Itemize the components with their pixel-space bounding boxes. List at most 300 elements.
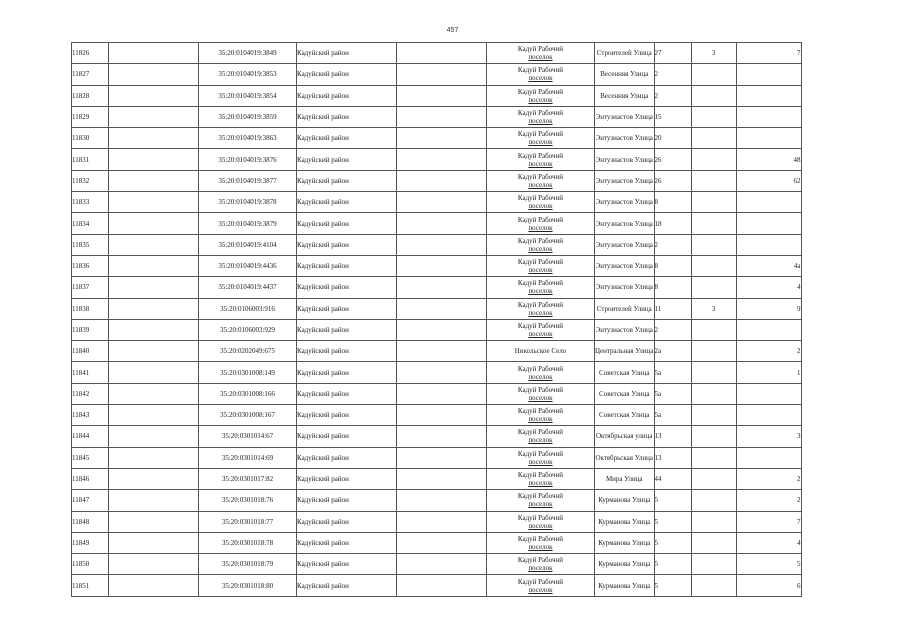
record-number-cell: 11838 xyxy=(72,298,109,319)
blank-cell xyxy=(397,362,487,383)
locality-name: Кадуй Рабочий xyxy=(517,492,564,501)
blank-cell xyxy=(397,383,487,404)
record-number-cell: 11843 xyxy=(72,405,109,426)
table-row xyxy=(72,128,802,149)
table-row xyxy=(72,405,802,426)
locality-type: поселок xyxy=(528,117,553,126)
street-cell: Советская Улица xyxy=(595,362,655,383)
district-cell: Кадуйский район xyxy=(297,85,397,106)
locality-cell xyxy=(487,575,595,596)
locality-name: Кадуй Рабочий xyxy=(517,449,564,458)
blank-cell xyxy=(109,170,199,191)
district-cell: Кадуйский район xyxy=(297,575,397,596)
table-row xyxy=(72,426,802,447)
locality-cell xyxy=(487,64,595,85)
district-cell: Кадуйский район xyxy=(297,468,397,489)
apartment-number-cell xyxy=(736,234,801,255)
table-row xyxy=(72,213,802,234)
district-cell: Кадуйский район xyxy=(297,511,397,532)
building-number-cell xyxy=(691,490,736,511)
locality-type: поселок xyxy=(528,138,553,147)
house-number-cell: 2 xyxy=(654,234,691,255)
table-row xyxy=(72,255,802,276)
blank-cell xyxy=(397,490,487,511)
blank-cell xyxy=(397,85,487,106)
district-cell: Кадуйский район xyxy=(297,341,397,362)
street-cell: Энтузиастов Улица xyxy=(595,149,655,170)
apartment-number-cell: 1 xyxy=(736,362,801,383)
blank-cell xyxy=(397,213,487,234)
street-cell: Центральная Улица xyxy=(595,341,655,362)
locality-cell xyxy=(487,213,595,234)
blank-cell xyxy=(109,575,199,596)
record-number-cell: 11842 xyxy=(72,383,109,404)
locality-name: Кадуй Рабочий xyxy=(517,428,564,437)
district-cell: Кадуйский район xyxy=(297,128,397,149)
locality-type: поселок xyxy=(528,53,553,62)
locality-cell xyxy=(487,192,595,213)
blank-cell xyxy=(109,447,199,468)
locality-type: поселок xyxy=(528,415,553,424)
apartment-number-cell xyxy=(736,106,801,127)
building-number-cell xyxy=(691,213,736,234)
apartment-number-cell: 7 xyxy=(736,511,801,532)
cadastral-number-cell: 35:20:0301008:166 xyxy=(199,383,297,404)
locality-cell xyxy=(487,149,595,170)
cadastral-number-cell: 35:20:0301018:80 xyxy=(199,575,297,596)
locality-name: Кадуй Рабочий xyxy=(517,130,564,139)
record-number-cell: 11847 xyxy=(72,490,109,511)
record-number-cell: 11839 xyxy=(72,319,109,340)
blank-cell xyxy=(397,511,487,532)
table-row xyxy=(72,447,802,468)
apartment-number-cell xyxy=(736,383,801,404)
street-cell: Энтузиастов Улица xyxy=(595,192,655,213)
house-number-cell: 18 xyxy=(654,213,691,234)
record-number-cell: 11828 xyxy=(72,85,109,106)
registry-table xyxy=(71,42,802,597)
district-cell: Кадуйский район xyxy=(297,554,397,575)
locality-type: поселок xyxy=(528,521,553,530)
locality-cell xyxy=(487,554,595,575)
record-number-cell: 11848 xyxy=(72,511,109,532)
house-number-cell: 27 xyxy=(654,43,691,64)
house-number-cell: 5а xyxy=(654,405,691,426)
record-number-cell: 11849 xyxy=(72,532,109,553)
cadastral-number-cell: 35:20:0104019:3853 xyxy=(199,64,297,85)
cadastral-number-cell: 35:20:0301018:77 xyxy=(199,511,297,532)
table-row xyxy=(72,341,802,362)
table-row xyxy=(72,43,802,64)
locality-name: Кадуй Рабочий xyxy=(517,151,564,160)
record-number-cell: 11844 xyxy=(72,426,109,447)
locality-name: Кадуй Рабочий xyxy=(517,534,564,543)
locality-name: Кадуй Рабочий xyxy=(517,109,564,118)
apartment-number-cell xyxy=(736,128,801,149)
table-row xyxy=(72,192,802,213)
record-number-cell: 11835 xyxy=(72,234,109,255)
blank-cell xyxy=(109,213,199,234)
locality-name: Кадуй Рабочий xyxy=(517,45,564,54)
table-row xyxy=(72,64,802,85)
district-cell: Кадуйский район xyxy=(297,106,397,127)
apartment-number-cell: 2 xyxy=(736,468,801,489)
locality-cell xyxy=(487,383,595,404)
district-cell: Кадуйский район xyxy=(297,447,397,468)
building-number-cell xyxy=(691,362,736,383)
record-number-cell: 11837 xyxy=(72,277,109,298)
building-number-cell xyxy=(691,234,736,255)
locality-cell xyxy=(487,106,595,127)
street-cell: Весенняя Улица xyxy=(595,64,655,85)
building-number-cell xyxy=(691,447,736,468)
apartment-number-cell: 2 xyxy=(736,490,801,511)
cadastral-number-cell: 35:20:0104019:3849 xyxy=(199,43,297,64)
building-number-cell xyxy=(691,383,736,404)
table-row xyxy=(72,319,802,340)
record-number-cell: 11830 xyxy=(72,128,109,149)
house-number-cell: 8 xyxy=(654,255,691,276)
cadastral-number-cell: 35:20:0301017:82 xyxy=(199,468,297,489)
street-cell: Энтузиастов Улица xyxy=(595,277,655,298)
cadastral-number-cell: 35:20:0301018:76 xyxy=(199,490,297,511)
district-cell: Кадуйский район xyxy=(297,490,397,511)
record-number-cell: 11836 xyxy=(72,255,109,276)
blank-cell xyxy=(109,106,199,127)
record-number-cell: 11845 xyxy=(72,447,109,468)
blank-cell xyxy=(397,106,487,127)
district-cell: Кадуйский район xyxy=(297,405,397,426)
blank-cell xyxy=(109,405,199,426)
apartment-number-cell: 6 xyxy=(736,575,801,596)
locality-name: Кадуй Рабочий xyxy=(517,300,564,309)
blank-cell xyxy=(109,43,199,64)
house-number-cell: 5 xyxy=(654,554,691,575)
house-number-cell: 20 xyxy=(654,128,691,149)
district-cell: Кадуйский район xyxy=(297,426,397,447)
apartment-number-cell: 62 xyxy=(736,170,801,191)
blank-cell xyxy=(109,298,199,319)
building-number-cell xyxy=(691,405,736,426)
locality-cell xyxy=(487,234,595,255)
record-number-cell: 11831 xyxy=(72,149,109,170)
record-number-cell: 11833 xyxy=(72,192,109,213)
locality-type: поселок xyxy=(528,223,553,232)
locality-type: поселок xyxy=(528,308,553,317)
building-number-cell xyxy=(691,554,736,575)
table-row xyxy=(72,468,802,489)
blank-cell xyxy=(109,532,199,553)
record-number-cell: 11832 xyxy=(72,170,109,191)
apartment-number-cell: 4 xyxy=(736,532,801,553)
blank-cell xyxy=(397,554,487,575)
record-number-cell: 11850 xyxy=(72,554,109,575)
street-cell: Энтузиастов Улица xyxy=(595,319,655,340)
district-cell: Кадуйский район xyxy=(297,277,397,298)
street-cell: Мира Улица xyxy=(595,468,655,489)
cadastral-number-cell: 35:20:0104019:3854 xyxy=(199,85,297,106)
table-row xyxy=(72,85,802,106)
locality-type: поселок xyxy=(528,287,553,296)
district-cell: Кадуйский район xyxy=(297,532,397,553)
cadastral-number-cell: 35:20:0301018:79 xyxy=(199,554,297,575)
house-number-cell: 5 xyxy=(654,532,691,553)
cadastral-number-cell: 35:20:0301014:67 xyxy=(199,426,297,447)
blank-cell xyxy=(109,426,199,447)
locality-cell xyxy=(487,490,595,511)
building-number-cell: 3 xyxy=(691,298,736,319)
locality-name: Кадуй Рабочий xyxy=(517,236,564,245)
district-cell: Кадуйский район xyxy=(297,149,397,170)
blank-cell xyxy=(109,319,199,340)
locality-type: поселок xyxy=(528,479,553,488)
blank-cell xyxy=(109,383,199,404)
record-number-cell: 11841 xyxy=(72,362,109,383)
record-number-cell: 11840 xyxy=(72,341,109,362)
cadastral-number-cell: 35:20:0104019:3879 xyxy=(199,213,297,234)
locality-name: Кадуй Рабочий xyxy=(517,407,564,416)
locality-cell xyxy=(487,405,595,426)
locality-name: Кадуй Рабочий xyxy=(517,471,564,480)
cadastral-number-cell: 35:20:0104019:4436 xyxy=(199,255,297,276)
locality-name: Кадуй Рабочий xyxy=(517,66,564,75)
table-row xyxy=(72,149,802,170)
apartment-number-cell xyxy=(736,64,801,85)
locality-type: поселок xyxy=(528,266,553,275)
table-row xyxy=(72,298,802,319)
blank-cell xyxy=(109,149,199,170)
locality-cell xyxy=(487,468,595,489)
blank-cell xyxy=(397,277,487,298)
house-number-cell: 15 xyxy=(654,106,691,127)
building-number-cell xyxy=(691,149,736,170)
building-number-cell xyxy=(691,341,736,362)
street-cell: Строителей Улица xyxy=(595,298,655,319)
building-number-cell xyxy=(691,255,736,276)
locality-type: поселок xyxy=(528,159,553,168)
building-number-cell xyxy=(691,426,736,447)
blank-cell xyxy=(397,319,487,340)
table-row xyxy=(72,234,802,255)
house-number-cell: 5а xyxy=(654,362,691,383)
district-cell: Кадуйский район xyxy=(297,234,397,255)
apartment-number-cell: 4 xyxy=(736,277,801,298)
house-number-cell: 2 xyxy=(654,85,691,106)
house-number-cell: 5 xyxy=(654,575,691,596)
locality-name: Кадуй Рабочий xyxy=(517,194,564,203)
building-number-cell xyxy=(691,192,736,213)
locality-type: поселок xyxy=(528,95,553,104)
blank-cell xyxy=(109,362,199,383)
house-number-cell: 2 xyxy=(654,64,691,85)
blank-cell xyxy=(109,554,199,575)
locality-cell xyxy=(487,170,595,191)
table-row xyxy=(72,532,802,553)
street-cell: Курманова Улица xyxy=(595,575,655,596)
district-cell: Кадуйский район xyxy=(297,64,397,85)
apartment-number-cell: 5 xyxy=(736,554,801,575)
building-number-cell xyxy=(691,106,736,127)
blank-cell xyxy=(397,575,487,596)
locality-name: Кадуй Рабочий xyxy=(517,215,564,224)
street-cell: Энтузиастов Улица xyxy=(595,128,655,149)
building-number-cell xyxy=(691,511,736,532)
house-number-cell: 11 xyxy=(654,298,691,319)
house-number-cell: 44 xyxy=(654,468,691,489)
blank-cell xyxy=(397,64,487,85)
street-cell: Строителей Улица xyxy=(595,43,655,64)
building-number-cell: 3 xyxy=(691,43,736,64)
locality-type: поселок xyxy=(528,585,553,594)
blank-cell xyxy=(109,490,199,511)
locality-name: Кадуй Рабочий xyxy=(517,385,564,394)
locality-cell xyxy=(487,532,595,553)
blank-cell xyxy=(397,128,487,149)
locality-name: Кадуй Рабочий xyxy=(517,258,564,267)
cadastral-number-cell: 35:20:0104019:4437 xyxy=(199,277,297,298)
table-row xyxy=(72,383,802,404)
building-number-cell xyxy=(691,468,736,489)
locality-type: поселок xyxy=(528,564,553,573)
locality-type: поселок xyxy=(528,457,553,466)
blank-cell xyxy=(397,426,487,447)
locality-type: поселок xyxy=(528,330,553,338)
table-row xyxy=(72,170,802,191)
apartment-number-cell xyxy=(736,192,801,213)
blank-cell xyxy=(109,255,199,276)
blank-cell xyxy=(397,405,487,426)
street-cell: Энтузиастов Улица xyxy=(595,106,655,127)
locality-name: Кадуй Рабочий xyxy=(517,87,564,96)
street-cell: Энтузиастов Улица xyxy=(595,170,655,191)
locality-cell xyxy=(487,319,595,340)
building-number-cell xyxy=(691,170,736,191)
street-cell: Курманова Улица xyxy=(595,490,655,511)
street-cell: Весенняя Улица xyxy=(595,85,655,106)
blank-cell xyxy=(109,277,199,298)
cadastral-number-cell: 35:20:0301008:149 xyxy=(199,362,297,383)
locality-name: Кадуй Рабочий xyxy=(517,577,564,586)
blank-cell xyxy=(109,64,199,85)
street-cell: Советская Улица xyxy=(595,405,655,426)
apartment-number-cell: 3 xyxy=(736,426,801,447)
locality-type: поселок xyxy=(528,74,553,83)
apartment-number-cell xyxy=(736,405,801,426)
district-cell: Кадуйский район xyxy=(297,170,397,191)
cadastral-number-cell: 35:20:0104019:3877 xyxy=(199,170,297,191)
record-number-cell: 11846 xyxy=(72,468,109,489)
building-number-cell xyxy=(691,532,736,553)
district-cell: Кадуйский район xyxy=(297,383,397,404)
blank-cell xyxy=(109,128,199,149)
house-number-cell: 5а xyxy=(654,383,691,404)
apartment-number-cell: 48 xyxy=(736,149,801,170)
cadastral-number-cell: 35:20:0301008:167 xyxy=(199,405,297,426)
street-cell: Советская Улица xyxy=(595,383,655,404)
locality-cell xyxy=(487,447,595,468)
cadastral-number-cell: 35:20:0106003:916 xyxy=(199,298,297,319)
blank-cell xyxy=(397,468,487,489)
building-number-cell xyxy=(691,277,736,298)
record-number-cell: 11829 xyxy=(72,106,109,127)
cadastral-number-cell: 35:20:0301018:78 xyxy=(199,532,297,553)
locality-name: Кадуй Рабочий xyxy=(517,556,564,565)
record-number-cell: 11851 xyxy=(72,575,109,596)
street-cell: Энтузиастов Улица xyxy=(595,213,655,234)
locality-cell xyxy=(487,255,595,276)
house-number-cell: 13 xyxy=(654,426,691,447)
locality-name: Кадуй Рабочий xyxy=(517,322,564,330)
district-cell: Кадуйский район xyxy=(297,362,397,383)
blank-cell xyxy=(109,85,199,106)
locality-cell xyxy=(487,43,595,64)
table-row xyxy=(72,575,802,596)
locality-type: поселок xyxy=(528,436,553,445)
blank-cell xyxy=(397,447,487,468)
blank-cell xyxy=(397,255,487,276)
locality-name: Кадуй Рабочий xyxy=(517,513,564,522)
apartment-number-cell: 4а xyxy=(736,255,801,276)
district-cell: Кадуйский район xyxy=(297,319,397,340)
locality-cell xyxy=(487,511,595,532)
cadastral-number-cell: 35:20:0104019:3863 xyxy=(199,128,297,149)
house-number-cell: 5 xyxy=(654,511,691,532)
blank-cell xyxy=(397,298,487,319)
house-number-cell: 8 xyxy=(654,277,691,298)
cadastral-number-cell: 35:20:0104019:4104 xyxy=(199,234,297,255)
locality-cell xyxy=(487,362,595,383)
table-row xyxy=(72,106,802,127)
locality-type: поселок xyxy=(528,244,553,253)
locality-cell xyxy=(487,426,595,447)
locality-cell xyxy=(487,277,595,298)
locality-cell xyxy=(487,85,595,106)
cadastral-number-cell: 35:20:0202049:675 xyxy=(199,341,297,362)
street-cell: Курманова Улица xyxy=(595,554,655,575)
registry-table-body xyxy=(72,43,802,597)
apartment-number-cell xyxy=(736,85,801,106)
locality-name: Кадуй Рабочий xyxy=(517,172,564,181)
locality-type: поселок xyxy=(528,393,553,402)
locality-type: поселок xyxy=(528,372,553,381)
blank-cell xyxy=(109,234,199,255)
blank-cell xyxy=(397,170,487,191)
apartment-number-cell xyxy=(736,447,801,468)
blank-cell xyxy=(109,511,199,532)
blank-cell xyxy=(397,341,487,362)
house-number-cell: 13 xyxy=(654,447,691,468)
street-cell: Курманова Улица xyxy=(595,532,655,553)
apartment-number-cell: 9 xyxy=(736,298,801,319)
district-cell: Кадуйский район xyxy=(297,43,397,64)
building-number-cell xyxy=(691,128,736,149)
blank-cell xyxy=(397,192,487,213)
district-cell: Кадуйский район xyxy=(297,192,397,213)
locality-cell xyxy=(487,341,595,362)
district-cell: Кадуйский район xyxy=(297,213,397,234)
locality-type: поселок xyxy=(528,500,553,509)
locality-type: поселок xyxy=(528,180,553,189)
building-number-cell xyxy=(691,575,736,596)
cadastral-number-cell: 35:20:0106003:929 xyxy=(199,319,297,340)
house-number-cell: 2 xyxy=(654,319,691,340)
house-number-cell: 5 xyxy=(654,490,691,511)
cadastral-number-cell: 35:20:0301014:69 xyxy=(199,447,297,468)
locality-type: поселок xyxy=(528,542,553,551)
street-cell: Курманова Улица xyxy=(595,511,655,532)
blank-cell xyxy=(397,532,487,553)
locality-type: поселок xyxy=(528,202,553,211)
